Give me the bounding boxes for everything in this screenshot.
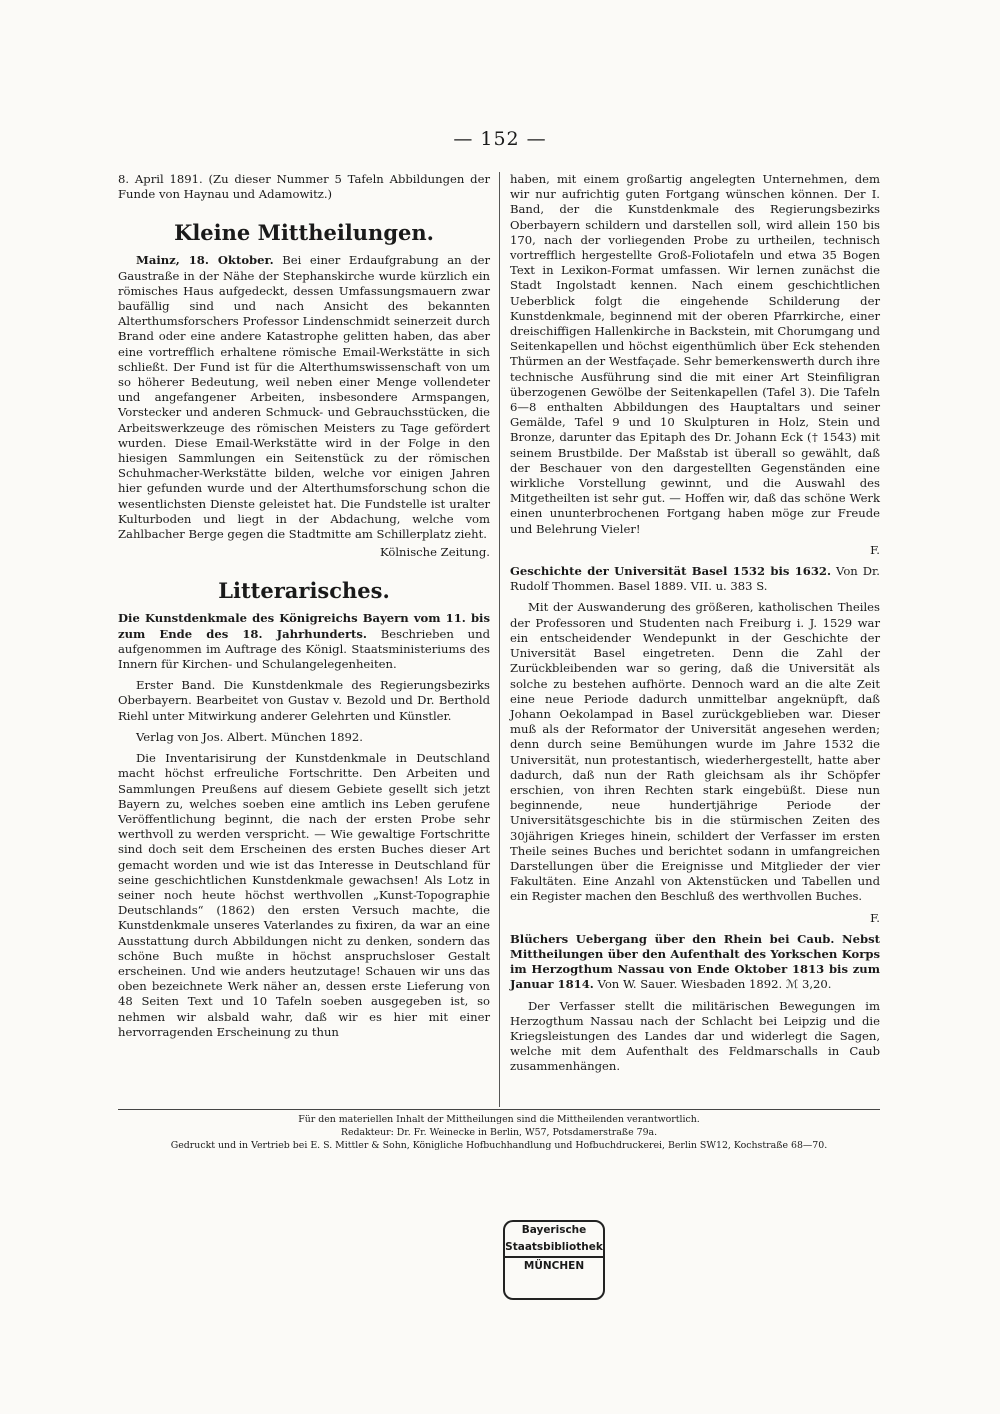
mainz-dateline: Mainz, 18. Oktober. (136, 253, 274, 268)
library-stamp (503, 1220, 605, 1300)
review-bluecher-title: Blüchers Uebergang über den Rhein bei Caub. Nebst Mittheilungen über den Aufenthalt des Yorkschen Korps im Herzogthum Nassau von Ende Oktober 1813 bis zum Januar 1814. (510, 931, 880, 992)
section-heading-kleine-mittheilungen: Kleine Mittheilungen. (174, 220, 434, 246)
mainz-body: Bei einer Erdaufgrabung an der Gaustraße in der Nähe der Stephanskirche wurde kürzlich ein römisches Haus aufgedeckt, dessen Umfassungsmauern zwar baufällig sind und nach Ansicht des bekannten Alterthumsforschers Professor Lindenschmidt seinerzeit durch Brand oder eine andere Katastrophe gelitten haben, das aber eine vortrefflich erhaltene römische Email-Werkstätte in sich schließt. Der Fund ist für die Alterthumswissenschaft von um so höherer Bedeutung, weil neben einer Menge vollendeter und angefangener Arbeiten, insbesondere Armspangen, Vorstecker und anderen Schmuck- und Gebrauchsstücken, die Arbeitswerkzeuge des römischen Meisters zu Tage gefördert wurden. Diese Email-Werkstätte wird in der Folge in den hiesigen Sammlungen ein Seitenstück zu der römischen Schuhmacher-Werkstätte bilden, welche vor einigen Jahren hier gefunden wurde und der Alterthumsforschung schon die wesentlichsten Dienste geleistet hat. Die Fundstelle ist uralter Kulturboden und liegt in der Abdachung, welche vom Zahlbacher Berge gegen die Stadtmitte am Schillerplatz zieht. (118, 253, 491, 542)
mainz-source: Kölnische Zeitung. (380, 545, 490, 560)
review-bluecher-header (510, 932, 880, 993)
right-column (510, 172, 880, 1081)
review-basel-details: Von Dr. Rudolf Thommen. Basel 1889. VII. u. 383 S. (510, 564, 880, 594)
review-basel-header (510, 564, 880, 594)
left-column (118, 172, 490, 1046)
review-bluecher-details: Von W. Sauer. Wiesbaden 1892. ℳ 3,20. (597, 977, 832, 992)
review-kunstdenkmale-subtitle: Beschrieben und aufgenommen im Auftrage des Königl. Staatsministeriums des Innern für Kirchen- und Schulangelegenheiten. (118, 626, 490, 672)
review-basel-signature: F. (870, 910, 880, 925)
review-kunstdenkmale-publisher: Verlag von Jos. Albert. München 1892. (136, 729, 363, 744)
column-divider (499, 172, 500, 1107)
section-heading-litterarisches: Litterarisches. (218, 578, 390, 604)
review-kunstdenkmale-body: Die Inventarisirung der Kunstdenkmale in Deutschland macht höchst erfreuliche Fortschritte. Den Arbeiten und Sammlungen Preußens auf diesem Gebiete gesellt sich jetzt Bayern zu, welches soeben eine amtlich ins Leben gerufene Veröffentlichung beginnt, die nach der ersten Probe sehr werthvoll zu werden verspricht. — Wie gewaltige Fortschritte sind doch seit dem Erscheinen des ersten Buches dieser Art gemacht worden und wie ist das Interesse in Deutschland für seine geschichtlichen Kunstdenkmale gewachsen! Als Lotz in seiner noch heute höchst werthvollen „Kunst-Topographie Deutschlands“ (1862) den ersten Versuch machte, die Kunstdenkmale unseres Vaterlandes zu fixiren, da war an eine Ausstattung durch Abbildungen nicht zu denken, sondern das schöne Buch mußte in höchst anspruchsloser Gestalt erscheinen. Und wie anders heutzutage! Schauen wir uns das oben bezeichnete Werk näher an, dessen erste Lieferung von 48 Seiten Text und 10 Tafeln soeben ausgegeben ist, so nehmen wir alsbald wahr, daß wir es hier mit einer hervorragenden Erscheinung zu thun (118, 751, 490, 1039)
review-kunstdenkmale-title: Die Kunstdenkmale des Königreichs Bayern vom 11. bis zum Ende des 18. Jahrhunderts. (118, 611, 490, 641)
stamp-line-3: MÜNCHEN (523, 1260, 585, 1272)
footer-editor: Redakteur: Dr. Fr. Weinecke in Berlin, W57, Potsdamerstraße 79a. (340, 1127, 658, 1138)
footer-responsibility-note: Für den materiellen Inhalt der Mittheilungen sind die Mittheilenden verantwortlich. (298, 1114, 700, 1125)
footer-printer: Gedruckt und in Vertrieb bei E. S. Mittler & Sohn, Königliche Hofbuchhandlung und Hofbuchdruckerei, Berlin SW12, Kochstraße 68—70. (170, 1140, 828, 1151)
mainz-article (118, 253, 490, 542)
review-kunstdenkmale-volume: Erster Band. Die Kunstdenkmale des Regierungsbezirks Oberbayern. Bearbeitet von Gustav v. Bezold und Dr. Berthold Riehl unter Mitwirkung anderer Gelehrten und Künstler. (118, 678, 490, 723)
review-kunstdenkmale-continued: haben, mit einem großartig angelegten Unternehmen, dem wir nur aufrichtig guten Fortgang wünschen können. Der I. Band, der die Kunstdenkmale des Regierungsbezirks Oberbayern schildern und darstellen soll, wird allein 150 bis 170, nach der vorliegenden Probe zu urtheilen, technisch vortrefflich hergestellte Groß-Foliotafeln und etwa 35 Bogen Text in Lexikon-Format umfassen. Wir lernen zunächst die Stadt Ingolstadt kennen. Nach einem geschichtlichen Ueberblick folgt die eingehende Schilderung der Kunstdenkmale, beginnend mit der oberen Pfarrkirche, einer dreischiffigen Hallenkirche in Backstein, mit Chorumgang und Seitenkapellen und höchst eigenthümlich über Eck stehenden Thürmen an der Westfaçade. Sehr bemerkenswerth durch ihre technische Ausführung sind die mit einer Art Steinfiligran überzogenen Gewölbe der Seitenkapellen (Tafel 3). Die Tafeln 6—8 enthalten Abbildungen des Hauptaltars und seiner Gemälde, Tafel 9 und 10 Skulpturen in Holz, Stein und Bronze, darunter das Epitaph des Dr. Johann Eck († 1543) mit seinem Brustbilde. Der Maßstab ist überall so gewählt, daß der Beschauer von den dargestellten Gegenständen eine wirkliche Vorstellung gewinnt, und die Auswahl des Mitgetheilten ist sehr gut. — Hoffen wir, daß das schöne Werk einen ununterbrochenen Fortgang haben möge zur Freude und Belehrung Vieler! (510, 172, 880, 536)
page-number: — 152 — (453, 128, 547, 150)
footer-rule (118, 1109, 880, 1110)
review-bluecher-body: Der Verfasser stellt die militärischen Bewegungen im Herzogthum Nassau nach der Schlacht bei Leipzig und die Kriegsleistungen des Landes dar und widerlegt die Sagen, welche mit dem Aufenthalt des Feldmarschalls in Caub zusammenhängen. (510, 998, 880, 1074)
stamp-line-2: Staatsbibliothek (505, 1239, 603, 1258)
issue-note: 8. April 1891. (Zu dieser Nummer 5 Tafeln Abbildungen der Funde von Haynau und Adamowitz.) (118, 172, 490, 202)
review-basel-title: Geschichte der Universität Basel 1532 bis 1632. (510, 564, 832, 579)
review-basel-body: Mit der Auswanderung des größeren, katholischen Theiles der Professoren und Studenten nach Freiburg i. J. 1529 war ein entscheidender Wendepunkt in der Geschichte der Universität Basel eingetreten. Denn die Zahl der Zurückbleibenden war so gering, daß die Universität als solche zu bestehen aufhörte. Dennoch ward an die alte Zeit eine neue Periode dadurch unmittelbar angeknüpft, daß Johann Oekolampad in Basel zurückgeblieben war. Dieser muß als der Reformator der Universität angesehen werden; denn durch seine Bemühungen wurde im Jahre 1532 die Universität, nun protestantisch, wiederhergestellt, hatte aber dadurch, daß nun der Rath gleichsam als ihr Schöpfer erschien, von ihren Rechten stark eingebüßt. Diese nun beginnende, neue hundertjährige Periode der Universitätsgeschichte bis in die stürmischen Zeiten des 30jährigen Krieges hinein, schildert der Verfasser im ersten Theile seines Buches und berichtet sodann in umfangreichen Darstellungen über die Ereignisse und Mitglieder der vier Fakultäten. Eine Anzahl von Aktenstücken und Tabellen und ein Register machen den Beschluß des werthvollen Buches. (510, 600, 880, 904)
review-kunstdenkmale-signature: F. (870, 542, 880, 557)
stamp-line-1: Bayerische (521, 1224, 587, 1236)
review-kunstdenkmale-header (118, 611, 490, 672)
